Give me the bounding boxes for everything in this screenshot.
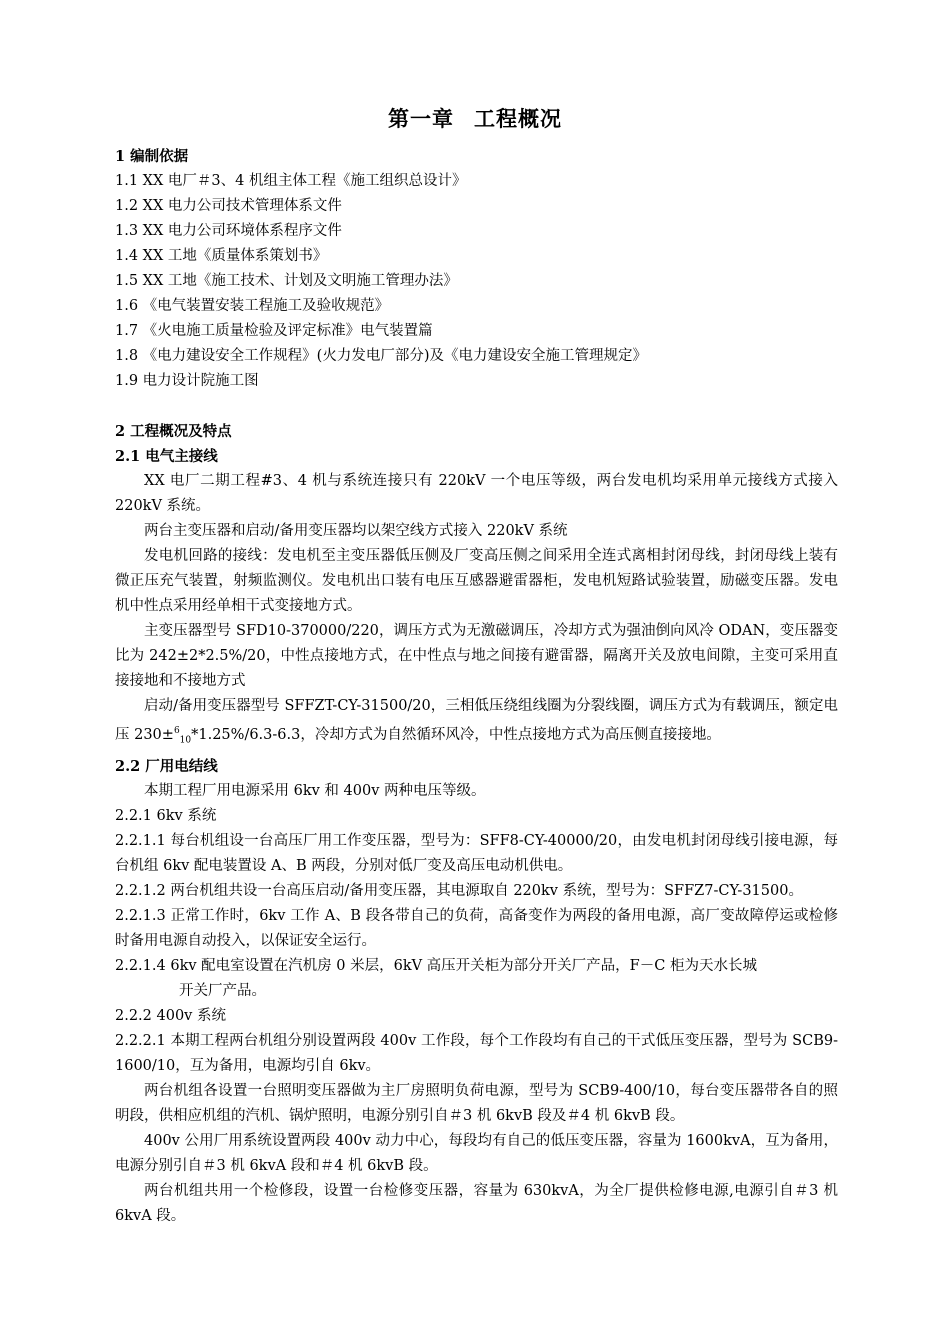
reference-item: 1.4 XX 工地《质量体系策划书》 (115, 248, 328, 264)
paragraph (115, 694, 838, 754)
document-body (115, 144, 838, 1229)
paragraph: 两台机组各设置一台照明变压器做为主厂房照明负荷电源，型号为 SCB9-400/10，每台变压器带各自的照明段，供相应机组的汽机、锅炉照明，电源分别引自＃3 机 6kvB 段及＃4 机 6kvB 段。 (115, 1082, 838, 1124)
paragraph-text: *1.25%/6.3-6.3，冷却方式为自然循环风冷，中性点接地方式为高压侧直接接地。 (191, 726, 721, 743)
subsection-heading: 2.1 电气主接线 (115, 448, 218, 465)
chapter-title (0, 103, 950, 133)
subsubsection-heading: 2.2.1 6kv 系统 (115, 807, 217, 824)
reference-item: 1.1 XX 电厂＃3、4 机组主体工程《施工组织总设计》 (115, 173, 467, 189)
section-heading: 1 编制依据 (115, 148, 189, 165)
reference-item: 1.5 XX 工地《施工技术、计划及文明施工管理办法》 (115, 273, 458, 289)
numbered-paragraph: 2.2.1.2 两台机组共设一台高压启动/备用变压器，其电源取自 220kv 系统，型号为：SFFZ7-CY-31500。 (115, 882, 803, 899)
subsubsection-heading: 2.2.2 400v 系统 (115, 1007, 226, 1024)
paragraph: 主变压器型号 SFD10-370000/220，调压方式为无激磁调压，冷却方式为强油倒向风冷 ODAN，变压器变比为 242±2*2.5%/20，中性点接地方式，在中性点与地之间接有避雷器，隔离开关及放电间隙，主变可采用直接接地和不接地方式 (115, 623, 838, 689)
reference-item: 1.9 电力设计院施工图 (115, 373, 259, 389)
paragraph: 两台主变压器和启动/备用变压器均以架空线方式接入 220kV 系统 (144, 523, 568, 539)
reference-item: 1.8 《电力建设安全工作规程》(火力发电厂部分)及《电力建设安全施工管理规定》 (115, 348, 647, 364)
numbered-paragraph: 2.2.2.1 本期工程两台机组分别设置两段 400v 工作段，每个工作段均有自己的干式低压变压器，型号为 SCB9-1600/10，互为备用，电源均引自 6kv。 (115, 1032, 838, 1074)
paragraph-text: 启动/备用变压器型号 SFFZT-CY-31500/20，三相低压绕组线圈为分裂线圈，调压方式为有载调压，额定电压 230± (115, 698, 838, 743)
numbered-paragraph-continuation: 开关厂产品。 (179, 982, 266, 999)
reference-item: 1.6 《电气装置安装工程施工及验收规范》 (115, 298, 390, 314)
chapter-number: 第一章 (388, 106, 454, 131)
paragraph: XX 电厂二期工程#3、4 机与系统连接只有 220kV 一个电压等级，两台发电机均采用单元接线方式接入 220kV 系统。 (115, 473, 838, 514)
subscript: 10 (179, 735, 192, 746)
reference-item: 1.2 XX 电力公司技术管理体系文件 (115, 198, 342, 214)
section-heading: 2 工程概况及特点 (115, 423, 232, 440)
reference-item: 1.3 XX 电力公司环境体系程序文件 (115, 223, 342, 239)
paragraph: 两台机组共用一个检修段，设置一台检修变压器，容量为 630kvA，为全厂提供检修电源,电源引自＃3 机 6kvA 段。 (115, 1182, 838, 1224)
numbered-paragraph: 2.2.1.1 每台机组设一台高压厂用工作变压器，型号为：SFF8-CY-40000/20，由发电机封闭母线引接电源，每台机组 6kv 配电装置设 A、B 两段，分别对低厂变及高压电动机供电。 (115, 832, 838, 874)
paragraph: 400v 公用厂用系统设置两段 400v 动力中心，每段均有自己的低压变压器，容量为 1600kvA，互为备用，电源分别引自＃3 机 6kvA 段和＃4 机 6kvB 段。 (115, 1132, 838, 1174)
reference-item: 1.7 《火电施工质量检验及评定标准》电气装置篇 (115, 323, 433, 339)
numbered-paragraph: 2.2.1.3 正常工作时，6kv 工作 A、B 段各带自己的负荷，高备变作为两段的备用电源，高厂变故障停运或检修时备用电源自动投入，以保证安全运行。 (115, 907, 838, 949)
paragraph: 本期工程厂用电源采用 6kv 和 400v 两种电压等级。 (144, 782, 486, 799)
paragraph: 发电机回路的接线：发电机至主变压器低压侧及厂变高压侧之间采用全连式离相封闭母线，封闭母线上装有微正压充气装置，射频监测仪。发电机出口装有电压互感器避雷器柜，发电机短路试验装置，励磁变压器。发电机中性点采用经单相干式变接地方式。 (115, 548, 838, 614)
superscript: 6 (173, 726, 180, 736)
chapter-name: 工程概况 (474, 106, 562, 131)
subsection-heading: 2.2 厂用电结线 (115, 757, 218, 775)
numbered-paragraph: 2.2.1.4 6kv 配电室设置在汽机房 0 米层，6kV 高压开关柜为部分开关厂产品，F－C 柜为天水长城 (115, 957, 757, 974)
